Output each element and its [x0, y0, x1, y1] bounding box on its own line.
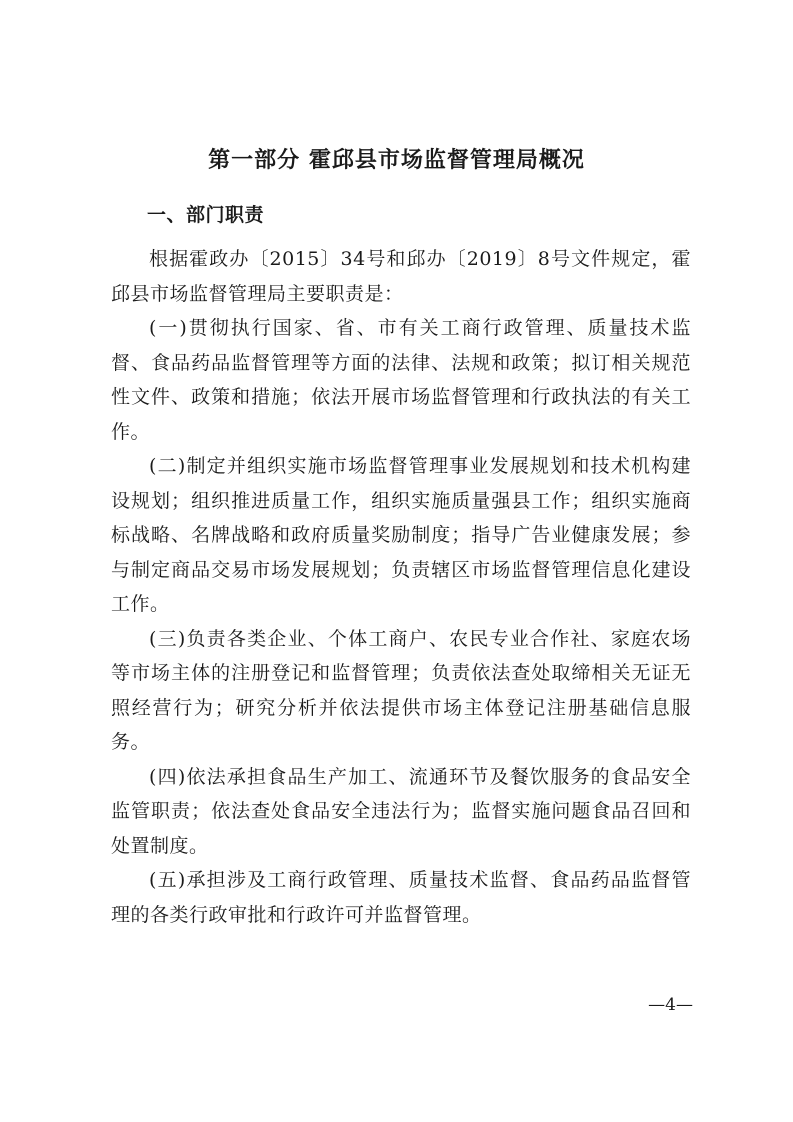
paragraph-duty-5: (五)承担涉及工商行政管理、质量技术监督、食品药品监督管理的各类行政审批和行政许可并监督管理。 — [111, 869, 691, 926]
paragraph-duty-2: (二)制定并组织实施市场监督管理事业发展规划和技术机构建设规划；组织推进质量工作，组织实施质量强县工作；组织实施商标战略、名牌战略和政府质量奖励制度；指导广告业健康发展；参与制定商品交易市场发展规划；负责辖区市场监督管理信息化建设工作。 — [111, 455, 691, 615]
page-number: —4— — [648, 995, 693, 1015]
paragraph-duty-4: (四)依法承担食品生产加工、流通环节及餐饮服务的食品安全监管职责；依法查处食品安全违法行为；监督实施问题食品召回和处置制度。 — [111, 765, 691, 857]
paragraph-intro: 根据霍政办〔2015〕34号和邱办〔2019〕8号文件规定，霍邱县市场监督管理局主要职责是： — [111, 248, 691, 305]
body-text — [111, 242, 691, 932]
paragraph-duty-3: (三)负责各类企业、个体工商户、农民专业合作社、家庭农场等市场主体的注册登记和监督管理；负责依法查处取缔相关无证无照经营行为；研究分析并依法提供市场主体登记注册基础信息服务。 — [111, 627, 691, 753]
section-heading: 一、部门职责 — [147, 204, 265, 226]
page-title: 第一部分 霍邱县市场监督管理局概况 — [208, 148, 585, 173]
paragraph-duty-1: (一)贯彻执行国家、省、市有关工商行政管理、质量技术监督、食品药品监督管理等方面的法律、法规和政策；拟订相关规范性文件、政策和措施；依法开展市场监督管理和行政执法的有关工作。 — [111, 317, 691, 443]
